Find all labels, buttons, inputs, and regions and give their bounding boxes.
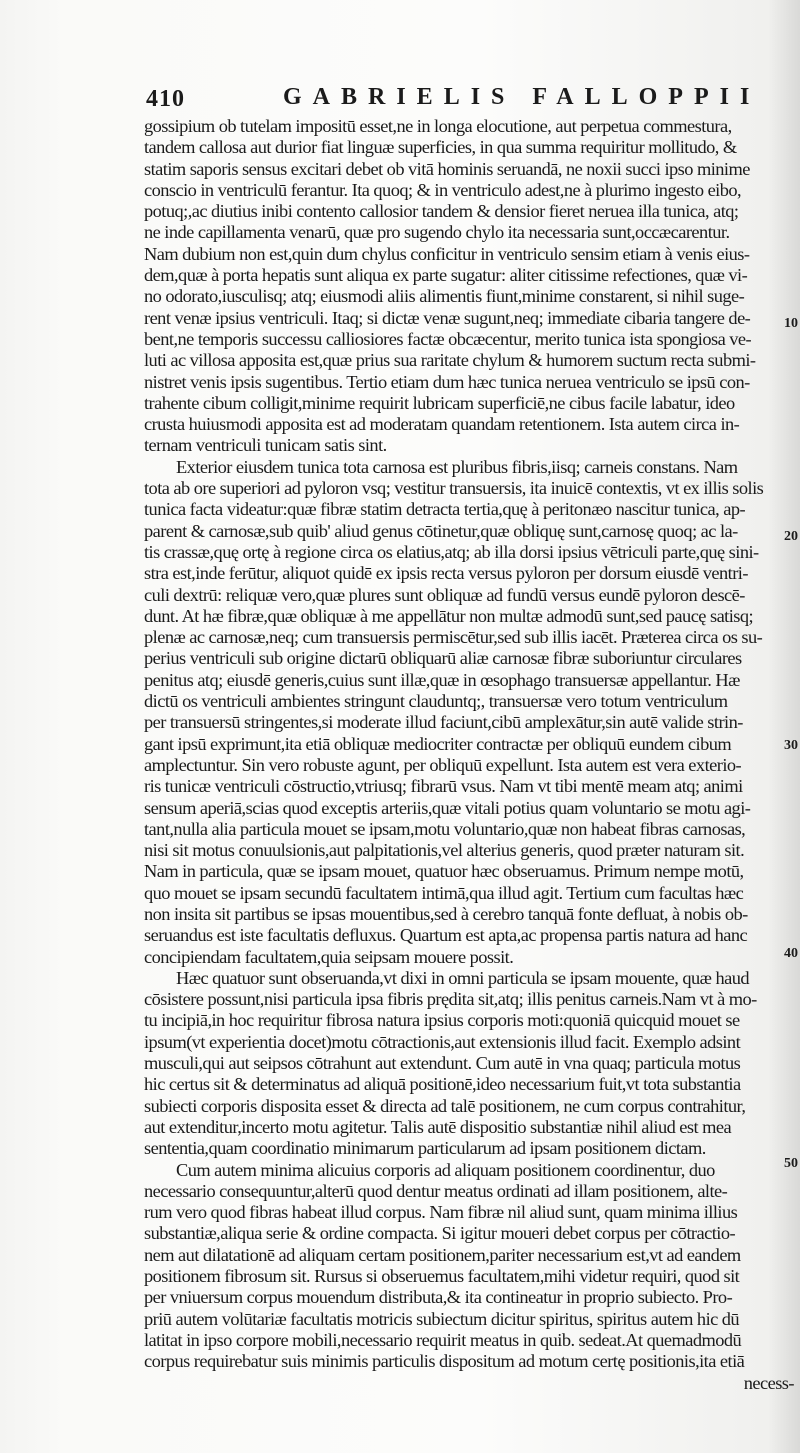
text-line: conscio in ventriculū ferantur. Ita quoq; & in ventriculo adest,ne à plurimo ingesto eibo, [144,179,742,200]
text-line: Nam dubium non est,quin dum chylus conficitur in ventriculo sensim etiam à venis eius- [144,243,750,264]
text-line: sensum aperiā,scias quod exceptis arteriis,quæ vitali potius quam voluntario se motu agi- [144,797,751,818]
text-line: Nam in particula, quæ se ipsam mouet, quatuor hæc obseruamus. Primum nempe motū, [144,861,744,882]
text-line: ne inde capillamenta venarū, quæ pro sugendo chylo ita necessaria sunt,occæcarentur. [144,222,730,243]
text-line: luti ac villosa apposita est,quæ prius sua raritate chylum & humorem suctum recta submi- [144,350,756,371]
text-line: no odorato,iusculisq; atq; eiusmodi aliis alimentis fiunt,minime constarent, si nihil suge- [144,286,745,307]
text-line: nistret venis ipsis sugentibus. Tertio etiam dum hæc tunica neruea ventriculo se ipsū con- [144,371,750,392]
text-line: necess- [743,1372,794,1393]
margin-line-number: 50 [784,1156,798,1171]
text-line: nem aut dilatationē ad aliquam certam positionem,pariter necessarium est,vt ad eandem [144,1244,741,1265]
margin-line-number: 10 [784,316,798,331]
paragraph-start-line: Cum autem minima alicuius corporis ad aliquam positionem coordinentur, duo [176,1159,715,1180]
text-line: seruandus est iste facultatis defluxus. Quartum est apta,ac propensa partis natura ad hanc [144,925,748,946]
margin-line-number: 40 [784,946,798,961]
text-line: necessario consequuntur,alterū quod dentur meatus ordinati ad illam positionem, alte- [144,1180,728,1201]
text-line: dunt. At hæ fibræ,quæ obliquæ à me appellātur non multæ admodū sunt,sed paucę satisq; [144,605,754,626]
text-line: cōsistere possunt,nisi particula ipsa fibris prędita sit,atq; illis penitus carneis.Nam vt à mo- [144,989,757,1010]
text-line: positionem fibrosum sit. Rursus si obseruemus facultatem,mihi videtur requiri, quod sit [144,1266,740,1287]
paragraph-start-line: Hæc quatuor sunt obseruanda,vt dixi in omni particula se ipsam mouente, quæ haud [176,967,749,988]
text-line: tis crassæ,quę ortę à regione circa os elatius,atq; ab illa dorsi ipsius vētriculi parte,quę sini- [144,541,759,562]
text-line: corpus requirebatur suis minimis particulis dispositum ad motum certę positionis,ita etiā [144,1351,745,1372]
text-line: gossipium ob tutelam impositū esset,ne in longa elocutione, aut perpetua commestura, [144,116,732,136]
text-line: hic certus sit & determinatus ad aliquā positionē,ideo necessarium fuit,vt tota substantia [144,1074,741,1095]
text-line: tunica facta videatur:quæ fibræ statim detracta tertia,quę à peritonæo nascitur tunica, ap- [144,499,746,520]
margin-line-number: 30 [784,738,798,753]
text-line: penitus atq; eiusdē generis,cuius sunt illæ,quæ in œsophago transuersæ appellantur. Hæ [144,669,740,690]
text-line: trahente cibum colligit,minime requirit lubricam superficiē,ne cibus facile labatur, ideo [144,392,735,413]
text-line: per vniuersum corpus mouendum distributa,& ita contineatur in proprio subiecto. Pro- [144,1287,733,1308]
text-line: plenæ ac carnosæ,neq; cum transuersis permiscētur,sed sub illis iacēt. Præterea circa os su- [144,627,763,648]
paragraph-start-line: Exterior eiusdem tunica tota carnosa est pluribus fibris,iisq; carneis constans. Nam [176,456,738,477]
text-line: latitat in ipso corpore mobili,necessario requirit meatus in quib. sedeat.At quemadmodū [144,1329,742,1350]
text-line: bent,ne temporis successu calliosiores factæ obcæcentur, merito tunica ista spongiosa ve- [144,328,752,349]
text-line: tant,nulla alia particula mouet se ipsam,motu voluntario,quæ non habeat fibras carnosas, [144,818,746,839]
text-line: priū autem volūtariæ facultatis motricis subiectum dicitur spiritus, spiritus autem hic dū [144,1308,740,1329]
margin-line-number: 20 [784,529,798,544]
running-head: GABRIELIS FALLOPPII [283,84,761,110]
text-line: gant ipsū exprimunt,ita etiā obliquæ mediocriter contractæ per obliquū eundem cibum [144,733,732,754]
text-line: potuq;,ac diutius inibi contento callosior tandem & densior fieret neruea illa tunica, atq; [144,201,739,222]
text-line: aut extenditur,incerto motu agitetur. Talis autē dispositio substantiæ nihil aliud est mea [144,1116,732,1137]
text-line: ternam ventriculi tunicam satis sint. [144,435,387,456]
text-line: stra est,inde ferūtur, aliquot quidē ex ipsis recta versus pyloron per dorsum eiusdē ventri- [144,563,748,584]
text-line: tota ab ore superiori ad pyloron vsq; vestitur transuersis, ita inuicē contextis, vt ex illis solis [144,478,764,499]
text-line: tu incipiā,in hoc requiritur fibrosa natura ipsius corporis moti:quoniā quicquid mouet se [144,1010,740,1031]
text-line: musculi,qui aut seipsos cōtrahunt aut extendunt. Cum autē in vna quaq; particula motus [144,1053,741,1074]
text-line: dem,quæ à porta hepatis sunt aliqua ex parte sugatur: aliter citissime refectiones, quæ vi- [144,265,748,286]
text-line: rent venæ ipsius ventriculi. Itaq; si dictæ venæ sugunt,neq; immediate cibaria tangere de- [144,307,751,328]
text-line: parent & carnosæ,sub quib' aliud genus cōtinetur,quæ obliquę sunt,carnosę quoq; ac la- [144,520,738,541]
text-line: substantiæ,aliqua serie & ordine compacta. Si igitur moueri debet corpus per cōtractio- [144,1223,736,1244]
text-line: rum vero quod fibras habeat illud corpus. Nam fibræ nil aliud sunt, quam minima illius [144,1202,738,1223]
text-line: amplectuntur. Sin vero robuste agunt, per obliquū expellunt. Ista autem est vera exterio- [144,754,742,775]
body-text [144,116,794,1394]
text-line: crusta huiusmodi apposita est ad moderatam quandam retentionem. Ista autem circa in- [144,414,740,435]
text-line: concipiendam facultatem,quia seipsam mouere possit. [144,946,514,967]
text-line: ipsum(vt experientia docet)motu cōtractionis,aut extensionis illud facit. Exemplo adsint [144,1031,741,1052]
text-line: ris tunicæ ventriculi cōstructio,vtriusq; fibrarū vsus. Nam vt tibi mentē meam atq; animi [144,776,743,797]
text-line: quo mouet se ipsam secundū facultatem intimā,qua illud agit. Tertium cum facultas hæc [144,882,744,903]
text-line: tandem callosa aut durior fiat linguæ superficies, in qua summa requiritur mollitudo, & [144,137,737,158]
text-line: culi dextrū: reliquæ vero,quæ plures sunt obliquæ ad fundū versus eundē pyloron descē- [144,584,745,605]
text-line: perius ventriculi sub origine dictarū obliquarū aliæ carnosæ fibræ suboriuntur circulares [144,648,742,669]
text-line: nisi sit motus conuulsionis,aut palpitationis,vel alterius generis, quod præter naturam sit. [144,840,745,861]
text-line: dictū os ventriculi ambientes stringunt clauduntq;, transuersæ vero totum ventriculum [144,691,728,712]
text-line: per transuersū stringentes,si moderate illud faciunt,cibū amplexātur,sin autē valide strin- [144,712,743,733]
text-line: non insita sit partibus se ipsas mouentibus,sed à cerebro tanquā fonte defluat, à nobis ob- [144,903,748,924]
text-line: subiecti corporis disposita esset & directa ad talē positionem, ne cum corpus contrahitur, [144,1095,746,1116]
text-line: statim saporis sensus excitari debet ob vitā hominis seruandā, ne noxii succi ipso minime [144,158,750,179]
text-line: sententia,quam coordinatio minimarum particularum ad ipsam positionem dictam. [144,1138,706,1159]
page-number: 410 [146,86,185,112]
